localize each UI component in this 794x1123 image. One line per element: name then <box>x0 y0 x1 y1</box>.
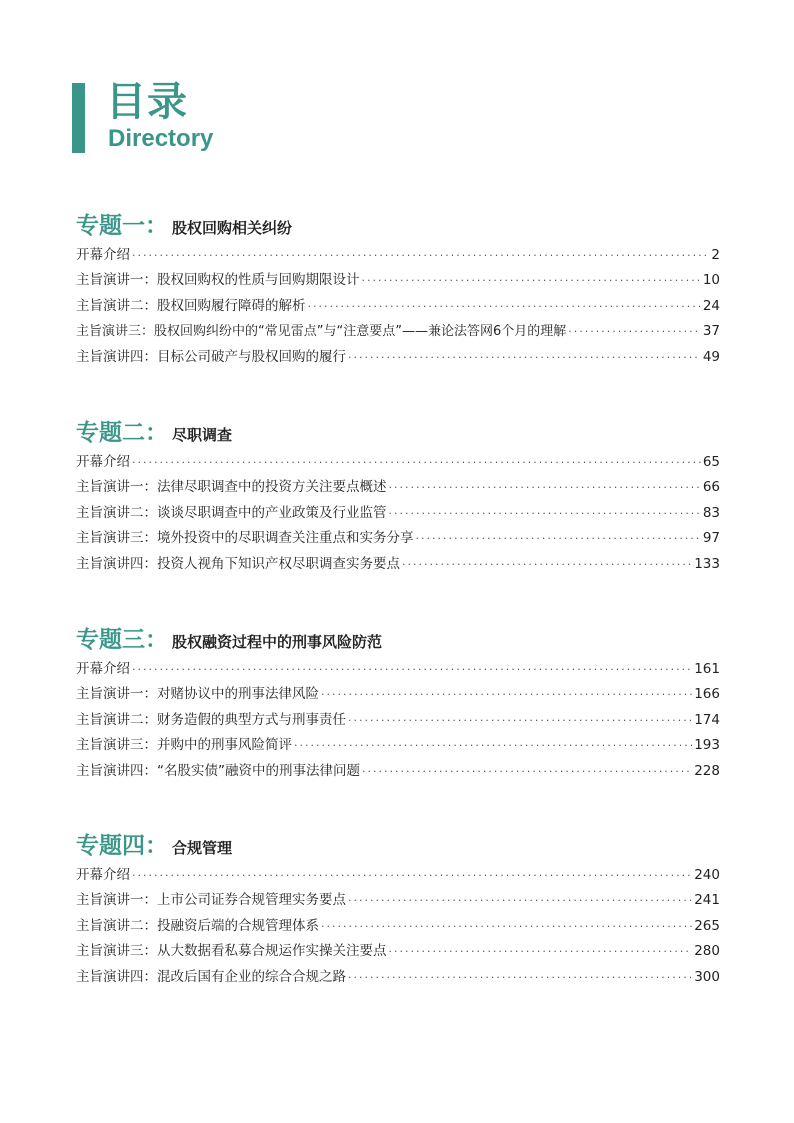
toc-entry-label: 主旨演讲三：并购中的刑事风险简评 <box>76 737 292 754</box>
section-number: 专题四： <box>76 833 168 859</box>
toc-entry-page: 2 <box>711 247 720 263</box>
toc-entry-page: 228 <box>694 762 720 779</box>
toc-entry-label: 主旨演讲四：投资人视角下知识产权尽职调查实务要点 <box>76 555 400 572</box>
toc-entry-label: 主旨演讲一：对赌协议中的刑事法律风险 <box>76 686 319 703</box>
toc-leader-dots <box>308 294 701 319</box>
toc-entry-page: 240 <box>694 867 720 883</box>
toc-leader-dots <box>362 759 692 784</box>
toc-entry-label: 主旨演讲一：股权回购权的性质与回购期限设计 <box>76 272 360 289</box>
toc-entry[interactable] <box>76 450 720 475</box>
toc-entry[interactable] <box>76 863 720 888</box>
toc-entry-label: 开幕介绍 <box>76 454 130 470</box>
toc-entry[interactable] <box>76 682 720 707</box>
section-number: 专题三： <box>76 627 168 653</box>
toc-leader-dots <box>348 345 701 370</box>
toc-leader-dots <box>389 939 693 964</box>
toc-entry-page: 133 <box>694 555 720 572</box>
toc-entry-label: 主旨演讲三：境外投资中的尽职调查关注重点和实务分享 <box>76 530 414 547</box>
page-subtitle: Directory <box>108 125 214 152</box>
toc-entry-page: 280 <box>694 943 720 960</box>
toc-entry-label: 主旨演讲一：上市公司证券合规管理实务要点 <box>76 892 346 909</box>
page-title: 目录 <box>106 79 188 125</box>
section-heading <box>76 414 720 448</box>
toc-leader-dots <box>348 888 692 913</box>
toc-entry-label: 主旨演讲四：混改后国有企业的综合合规之路 <box>76 968 346 985</box>
toc-entry-page: 10 <box>702 272 720 289</box>
toc-entry-label: 主旨演讲四：“名股实债”融资中的刑事法律问题 <box>76 762 360 779</box>
toc-leader-dots <box>294 733 692 758</box>
section-heading <box>76 207 720 241</box>
section-name: 合规管理 <box>172 839 233 857</box>
toc-entry-page: 193 <box>694 737 720 754</box>
toc-leader-dots <box>132 243 709 268</box>
toc-leader-dots <box>132 657 692 682</box>
section-name: 股权回购相关纠纷 <box>172 219 293 237</box>
toc-leader-dots <box>348 965 692 990</box>
toc-leader-dots <box>132 863 692 888</box>
section-number: 专题一： <box>76 213 168 239</box>
toc-entry[interactable] <box>76 268 720 293</box>
toc-entry-page: 166 <box>694 686 720 703</box>
toc-entry[interactable] <box>76 526 720 551</box>
toc-entry[interactable] <box>76 888 720 913</box>
toc-entry-page: 83 <box>702 504 720 521</box>
toc-entry-label: 开幕介绍 <box>76 867 130 883</box>
toc-entry[interactable] <box>76 657 720 682</box>
toc-entry[interactable] <box>76 733 720 758</box>
toc-entry[interactable] <box>76 294 720 319</box>
toc-leader-dots <box>389 475 701 500</box>
header-accent-bar <box>72 83 85 153</box>
toc-entry[interactable] <box>76 759 720 784</box>
toc-entry-page: 300 <box>694 968 720 985</box>
section-number: 专题二： <box>76 420 168 446</box>
toc-leader-dots <box>402 552 692 577</box>
toc-entry-label: 主旨演讲二：股权回购履行障碍的解析 <box>76 297 306 314</box>
toc-section-3 <box>76 621 720 784</box>
toc-leader-dots <box>348 708 692 733</box>
toc-entry[interactable] <box>76 243 720 268</box>
section-heading <box>76 621 720 655</box>
toc-entry-page: 161 <box>694 661 720 677</box>
toc-entry[interactable] <box>76 708 720 733</box>
toc-entry-page: 49 <box>702 348 720 365</box>
toc-entry-page: 66 <box>702 479 720 496</box>
toc-leader-dots <box>416 526 701 551</box>
toc-entry[interactable] <box>76 965 720 990</box>
toc-entry-label: 主旨演讲三：从大数据看私募合规运作实操关注要点 <box>76 943 387 960</box>
toc-entry-label: 主旨演讲二：财务造假的典型方式与刑事责任 <box>76 711 346 728</box>
toc-entry-page: 65 <box>702 454 720 470</box>
toc-section-2 <box>76 414 720 577</box>
toc-leader-dots <box>389 501 701 526</box>
toc-entry-label: 主旨演讲四：目标公司破产与股权回购的履行 <box>76 348 346 365</box>
section-heading <box>76 827 720 861</box>
toc-leader-dots <box>321 682 692 707</box>
toc-entry[interactable] <box>76 552 720 577</box>
toc-entry-page: 97 <box>702 530 720 547</box>
section-name: 尽职调查 <box>172 426 233 444</box>
toc-entry-page: 174 <box>694 711 720 728</box>
section-name: 股权融资过程中的刑事风险防范 <box>172 633 383 651</box>
toc-entry[interactable] <box>76 345 720 370</box>
toc-leader-dots <box>132 450 701 475</box>
toc-leader-dots <box>362 268 701 293</box>
toc-entry[interactable] <box>76 475 720 500</box>
toc-section-4 <box>76 827 720 990</box>
toc-entry[interactable] <box>76 939 720 964</box>
toc-entry[interactable] <box>76 501 720 526</box>
toc-section-1 <box>76 207 720 370</box>
toc-entry-page: 24 <box>702 297 720 314</box>
toc-entry-label: 主旨演讲三：股权回购纠纷中的“常见雷点”与“注意要点”——兼论法答网6个月的理解 <box>76 324 567 340</box>
toc-entry-page: 37 <box>702 323 720 340</box>
toc-entry-label: 开幕介绍 <box>76 247 130 263</box>
toc-entry[interactable] <box>76 319 720 344</box>
toc-entry-page: 241 <box>694 892 720 909</box>
toc-leader-dots <box>321 914 692 939</box>
toc-entry-label: 主旨演讲二：谈谈尽职调查中的产业政策及行业监管 <box>76 504 387 521</box>
toc-entry-label: 主旨演讲一：法律尽职调查中的投资方关注要点概述 <box>76 479 387 496</box>
toc-entry-page: 265 <box>694 917 720 934</box>
toc-entry-label: 开幕介绍 <box>76 661 130 677</box>
toc-leader-dots <box>568 319 701 344</box>
toc-entry[interactable] <box>76 914 720 939</box>
toc-entry-label: 主旨演讲二：投融资后端的合规管理体系 <box>76 917 319 934</box>
